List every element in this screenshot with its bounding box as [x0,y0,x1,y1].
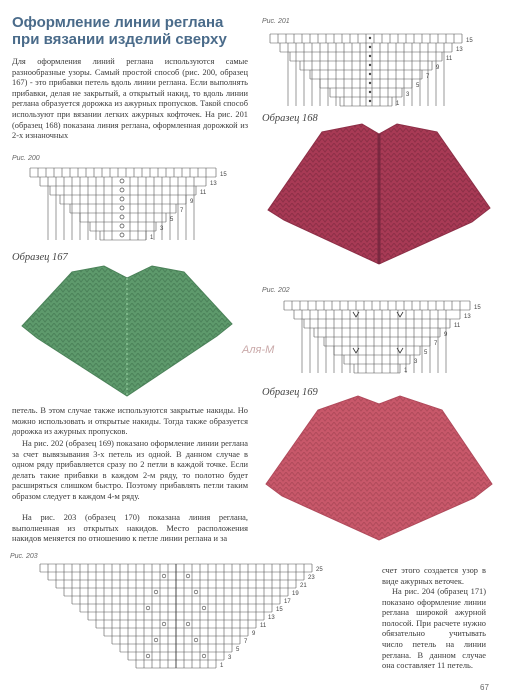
row-label: 15 [474,305,481,311]
row-label: 11 [454,323,461,329]
paragraph-3: На рис. 202 (образец 169) показано оформление линии реглана за счет вывязывания 3-х петель из одной. В данном случае в одном ряду прибавляется сразу по 2 петли в каждой точке. Если делать такие прибавки в каждом 2-м ряду, то полотно будет расширяться слишком быстро. Поэтому прибавлять петли таким образом следует в каждом 4-м ряду. [12,439,248,501]
fig201-caption: Рис. 201 [262,18,290,25]
intro-paragraph: Для оформления линий реглана используются самые разнообразные узоры. Самый простой способ (рис. 200, образец 167) - это прибавки петель вдоль линии реглана. Если выполнять прибавки, делая не закрытый, а открытый накид, то вдоль линии реглана образуется дорожка из ажурных пропусков. Такой способ используют при вязании легких ажурных кофточек. На рис. 201 (образец 168) показана линия реглана, оформленная дорожкой из 2-х изнаночных [12,57,248,141]
row-label: 7 [180,208,184,214]
row-label: 1 [396,101,400,107]
page-title: Оформление линии реглана при вязании изделий сверху [12,14,227,48]
watermark: Аля-М [242,344,275,356]
row-label: 15 [276,607,283,613]
row-label: 1 [220,663,224,669]
fig200-chart [30,168,250,248]
row-label: 25 [316,567,323,573]
row-label: 13 [210,181,217,187]
sample169-label: Образец 169 [262,387,318,398]
page-number: 67 [480,683,489,692]
fig203-caption: Рис. 203 [10,553,38,560]
row-label: 5 [170,217,174,223]
row-label: 7 [434,341,438,347]
paragraph-6: На рис. 204 (образец 171) показано оформление линии реглана широкой ажурной полосой. При расчете нужно обязательно учитывать число петель на линии реглана. В данном случае она составляет 11 петель. [382,587,486,671]
row-label: 21 [300,583,307,589]
row-label: 15 [220,172,227,178]
fig202-chart [284,301,494,381]
row-label: 7 [244,639,248,645]
row-label: 11 [446,56,453,62]
row-label: 17 [284,599,291,605]
row-label: 9 [252,631,256,637]
row-label: 13 [268,615,275,621]
fig203-chart [40,564,340,694]
sample167-image [12,258,242,398]
row-label: 3 [160,226,164,232]
row-label: 9 [444,332,448,338]
row-label: 13 [456,47,463,53]
row-label: 3 [228,655,232,661]
row-label: 23 [308,575,315,581]
row-label: 11 [200,190,207,196]
row-label: 9 [190,199,194,205]
row-label: 19 [292,591,299,597]
sample168-image [262,118,497,268]
paragraph-2: петель. В этом случае также используются закрытые накиды. Но можно использовать и открытые накиды. Тогда также образуется дорожка из ажурных пропусков. [12,406,248,437]
row-label: 9 [436,65,440,71]
sample168-label: Образец 168 [262,113,318,124]
row-label: 3 [406,92,410,98]
row-label: 1 [404,368,408,374]
row-label: 11 [260,623,267,629]
row-label: 15 [466,38,473,44]
sample167-label: Образец 167 [12,252,68,263]
row-label: 7 [426,74,430,80]
paragraph-4: На рис. 203 (образец 170) показана линия реглана, выполненная из открытых накидов. Место расположения накидов меняется по отношению к петле линии реглана и за [12,513,248,544]
row-label: 3 [414,359,418,365]
fig201-chart [270,34,490,114]
row-label: 1 [150,235,154,241]
fig202-caption: Рис. 202 [262,287,290,294]
fig200-caption: Рис. 200 [12,155,40,162]
row-label: 5 [236,647,240,653]
row-label: 5 [416,83,420,89]
row-label: 5 [424,350,428,356]
paragraph-5: счет этого создается узор в виде ажурных веточек. [382,566,486,586]
sample169-image [262,392,497,542]
row-label: 13 [464,314,471,320]
